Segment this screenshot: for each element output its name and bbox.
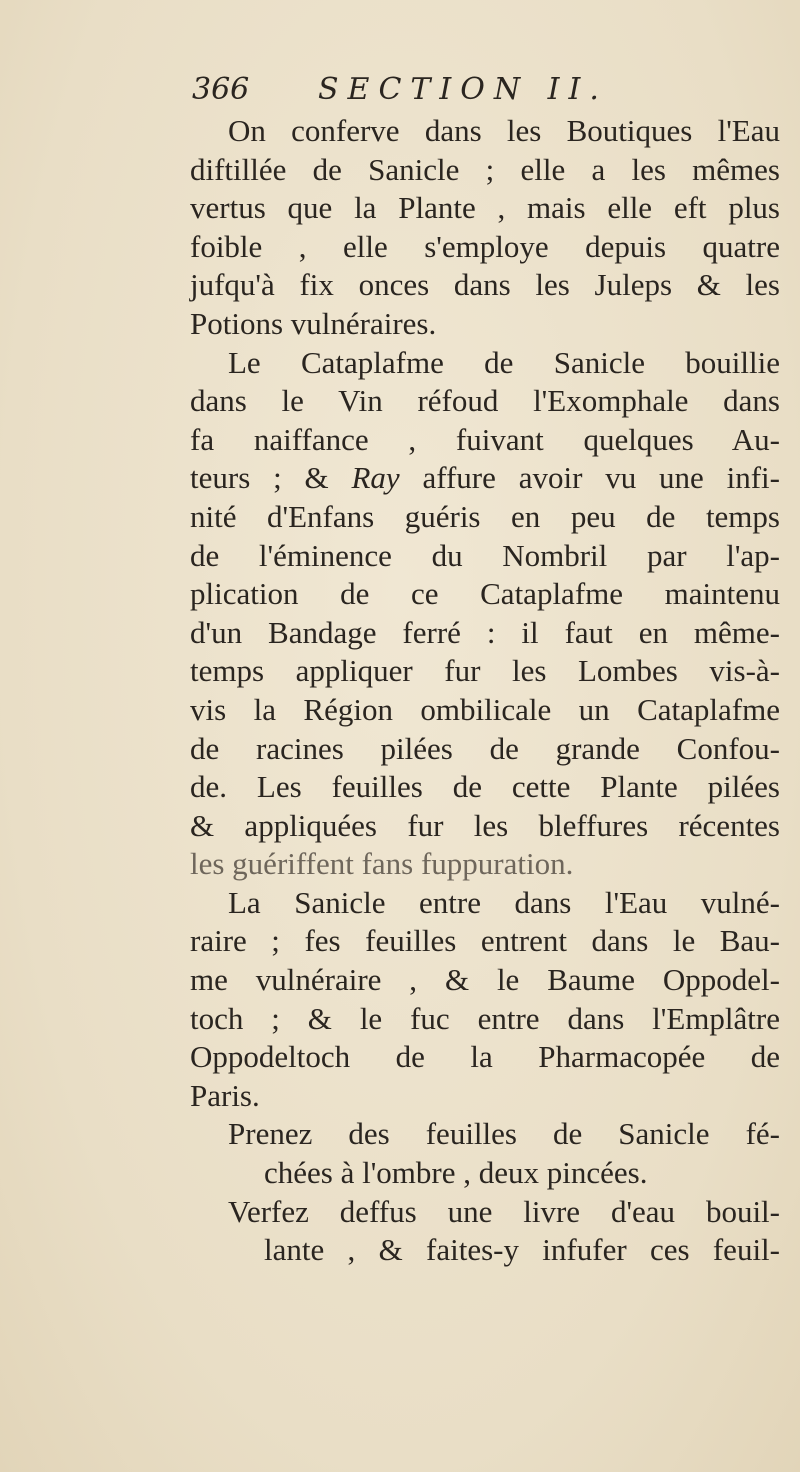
- text-line: foible , elle s'employe depuis quatre: [190, 228, 780, 264]
- text-line: vertus que la Plante , mais elle eft plus: [190, 190, 780, 226]
- text-line: nité d'Enfans guéris en peu de temps: [190, 498, 780, 534]
- text-line: Oppodeltoch de la Pharmacopée de: [190, 1039, 780, 1075]
- text-line: raire ; fes feuilles entrent dans le Bau-: [190, 923, 780, 959]
- text-line: de racines pilées de grande Confou-: [190, 730, 780, 766]
- text-line: Paris.: [190, 1077, 260, 1113]
- text-line: diftillée de Sanicle ; elle a les mêmes: [190, 151, 780, 187]
- text-line: me vulnéraire , & le Baume Oppodel-: [190, 962, 780, 998]
- text-line: chées à l'ombre , deux pincées.: [264, 1155, 648, 1191]
- text-line: temps appliquer fur les Lombes vis-à-: [190, 653, 780, 689]
- author-name: Ray: [351, 460, 400, 496]
- text-line: Le Cataplafme de Sanicle bouillie: [228, 344, 780, 380]
- text-line: teurs ; & Ray affure avoir vu une infi-: [190, 460, 780, 496]
- text-line: vis la Région ombilicale un Cataplafme: [190, 691, 780, 727]
- paragraph-cataplasme: [190, 344, 780, 884]
- text-line: lante , & faites-y infufer ces feuil-: [264, 1232, 780, 1268]
- text-line: Prenez des feuilles de Sanicle fé-: [228, 1116, 780, 1152]
- text-line: La Sanicle entre dans l'Eau vulné-: [228, 884, 780, 920]
- book-page: [190, 70, 780, 1270]
- page-number: 366: [192, 72, 250, 107]
- text-line: les guériffent fans fuppuration.: [190, 846, 574, 882]
- text-line: dans le Vin réfoud l'Exomphale dans: [190, 383, 780, 419]
- text-line: de. Les feuilles de cette Plante pilées: [190, 769, 780, 805]
- text-line: Potions vulnéraires.: [190, 305, 437, 341]
- text-line: d'un Bandage ferré : il faut en même-: [190, 614, 780, 650]
- text-line: Verfez deffus une livre d'eau bouil-: [228, 1193, 780, 1229]
- running-head: SECTION II.: [318, 72, 608, 107]
- page-header: [190, 70, 780, 112]
- text-line: & appliquées fur les bleffures récentes: [190, 807, 780, 843]
- paragraph-recipe-versez: [190, 1193, 780, 1270]
- paragraph-eau-vulneraire: [190, 884, 780, 1116]
- paragraph-recipe-prenez: [190, 1115, 780, 1192]
- text-line: toch ; & le fuc entre dans l'Emplâtre: [190, 1000, 780, 1036]
- text-line: de l'éminence du Nombril par l'ap-: [190, 537, 780, 573]
- text-line: On conferve dans les Boutiques l'Eau: [228, 113, 780, 148]
- text-line: fa naiffance , fuivant quelques Au-: [190, 421, 780, 457]
- text-line: plication de ce Cataplafme maintenu: [190, 576, 780, 612]
- paragraph-eau-distillee: [190, 112, 780, 344]
- text-line: jufqu'à fix onces dans les Juleps & les: [190, 267, 780, 303]
